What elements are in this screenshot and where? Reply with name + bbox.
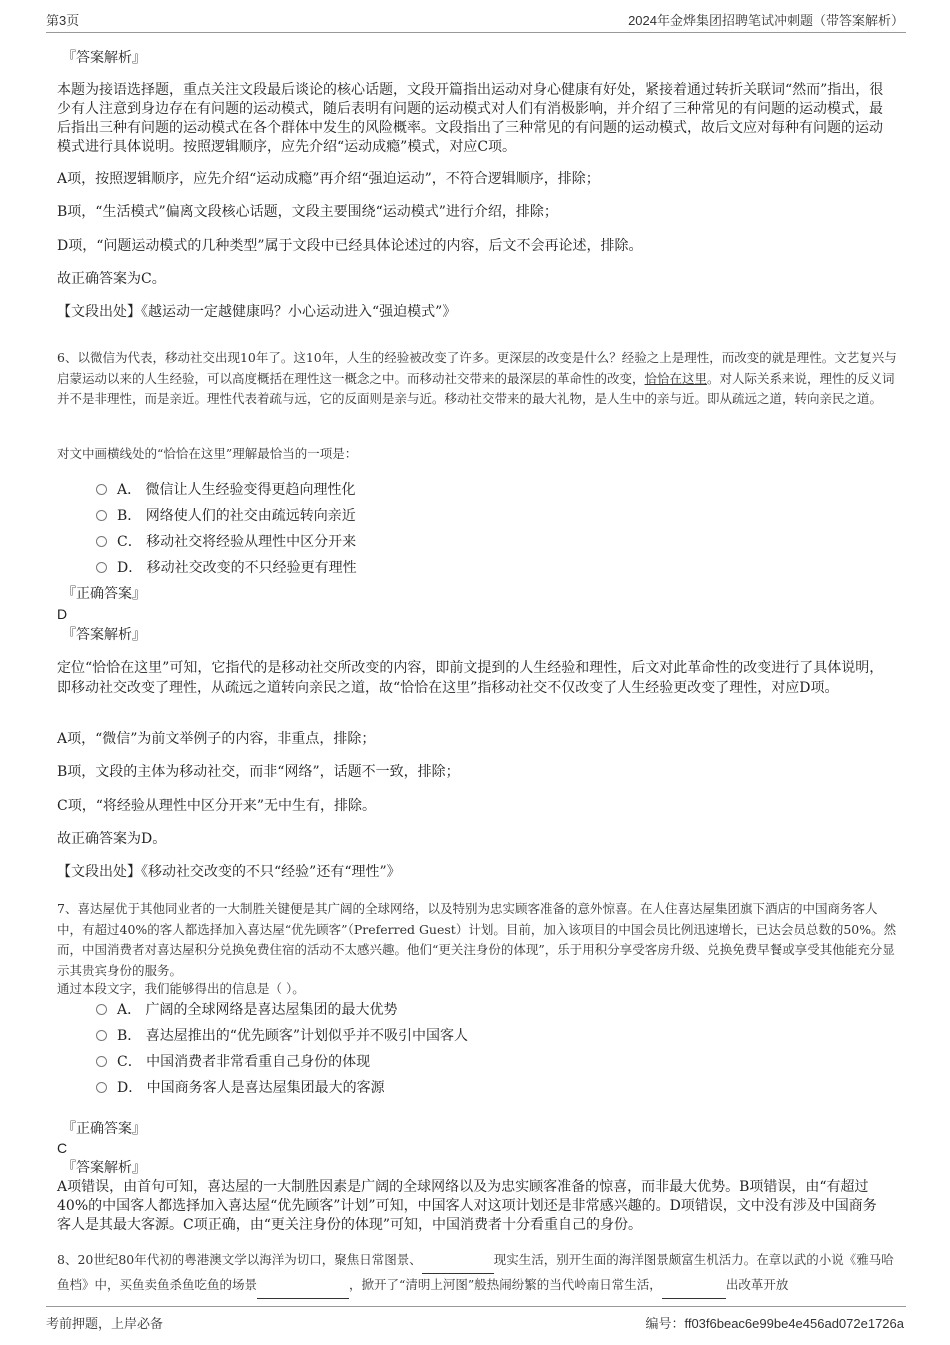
q6-source: 【文段出处】《移动社交改变的不只“经验”还有“理性”》 [57,864,401,880]
q5-analysis-paragraph: 本题为接语选择题，重点关注文段最后谈论的核心话题，文段开篇指出运动对身心健康有好处，紧接着通过转折关联词“然而”指出，很少有人注意到身边存在有问题的运动模式，随后表明有问题的运动模式对人们有消极影响，并介绍了三种常见的有问题的运动模式，最后指出三种有问题的运动模式在各个群体中发生的风险概率。文段指出了三种常见的有问题的运动模式，故后文应对每种有问题的运动模式进行具体说明。按照逻辑顺序，应先介绍“运动成瘾”模式，对应C项。 [57,82,884,155]
q7-option-c[interactable]: C． 中国消费者非常看重自己身份的体现 [96,1052,370,1072]
q6-option-c[interactable]: C． 移动社交将经验从理性中区分开来 [96,532,356,552]
q5-option-d-analysis: D项，“问题运动模式的几种类型”属于文段中已经具体论述过的内容，后文不会再论述，排除。 [57,238,643,254]
q7-analysis-paragraph: A项错误，由首句可知，喜达屋的一大制胜因素是广阔的全球网络以及为忠实顾客准备的惊喜，而非最大优势。B项错误，由“有超过40%的中国客人都选择加入喜达屋“优先顾客”计划”可知，中国客人对这项计划还是非常感兴趣的。D项错误，文中没有涉及中国商务客人是其最大客源。C项正确，由“更关注身份的体现”可知，中国消费者十分看重自己的身份。 [57,1179,877,1233]
radio-icon[interactable] [96,1056,107,1067]
q7-analysis-label: 『答案解析』 [62,1160,146,1176]
q7-option-d[interactable]: D． 中国商务客人是喜达屋集团最大的客源 [96,1078,385,1098]
q6-underlined-phrase: 恰恰在这里 [644,370,708,386]
radio-icon[interactable] [96,562,107,573]
q7-stem: 7、喜达屋优于其他同业者的一大制胜关键便是其广阔的全球网络，以及特别为忠实顾客准备的意外惊喜。在人住喜达屋集团旗下酒店的中国商务客人中，有超过40%的客人都选择加入喜达屋“优先顾客”（Preferred Guest）计划。目前，加入该项目的中国会员比例迅速增长，已达会员总数的50%。然而，中国消费者对喜达屋积分兑换免费住宿的活动不太感兴趣。他们“更关注身份的体现”，乐于用积分享受客房升级、兑换免费早餐或享受其他能充分显示其贵宾身份的服务。 [57,901,897,978]
radio-icon[interactable] [96,536,107,547]
q5-option-b-analysis: B项，“生活模式”偏离文段核心话题，文段主要围绕“运动模式”进行介绍，排除； [57,204,558,220]
q7-correct-label: 『正确答案』 [62,1121,146,1137]
radio-icon[interactable] [96,510,107,521]
q8-stem: 8、20世纪80年代初的粤港澳文学以海洋为切口，聚焦日常图景、 现实生活，别开生面的海洋图景颇富生机活力。在章以武的小说《雅马哈鱼档》中，买鱼卖鱼杀鱼吃鱼的场景 ，掀开了“清明上河图”般热闹纷繁的当代岭南日常生活， 出改革开放 [57,1249,902,1299]
q6-conclusion: 故正确答案为D。 [57,831,167,847]
q5-conclusion: 故正确答案为C。 [57,271,166,287]
q7-correct-answer: C [57,1140,68,1156]
q5-option-a-analysis: A项，按照逻辑顺序，应先介绍“运动成瘾”再介绍“强迫运动”，不符合逻辑顺序，排除； [57,171,600,187]
q6-option-b-analysis: B项，文段的主体为移动社交，而非“网络”，话题不一致，排除； [57,764,460,780]
q7-option-a[interactable]: A． 广阔的全球网络是喜达屋集团的最大优势 [96,1000,398,1020]
document-code: ff03f6beac6e99be4e456ad072e1726a [684,1316,904,1331]
q6-option-b[interactable]: B． 网络使人们的社交由疏远转向亲近 [96,506,356,526]
q5-source: 【文段出处】《越运动一定越健康吗？小心运动进入“强迫模式”》 [57,304,457,320]
radio-icon[interactable] [96,1004,107,1015]
q6-question: 对文中画横线处的“恰恰在这里”理解最恰当的一项是： [57,446,358,461]
footer-code: 编号：ff03f6beac6e99be4e456ad072e1726a [645,1316,904,1331]
q7-question: 通过本段文字，我们能够得出的信息是（ ）。 [57,981,305,996]
q6-option-a[interactable]: A． 微信让人生经验变得更趋向理性化 [96,480,356,500]
radio-icon[interactable] [96,1082,107,1093]
footer-slogan: 考前押题，上岸必备 [46,1316,164,1331]
q5-analysis-label: 『答案解析』 [62,50,146,66]
document-title: 2024年金烨集团招聘笔试冲刺题（带答案解析） [628,13,904,28]
q6-analysis-label: 『答案解析』 [62,627,146,643]
q6-option-a-analysis: A项，“微信”为前文举例子的内容，非重点，排除； [57,731,376,747]
page-number: 第3页 [46,13,80,28]
q6-option-c-analysis: C项，“将经验从理性中区分开来”无中生有，排除。 [57,798,377,814]
q6-analysis-paragraph: 定位“恰恰在这里”可知，它指代的是移动社交所改变的内容，即前文提到的人生经验和理性，后文对此革命性的改变进行了具体说明，即移动社交改变了理性，从疏远之道转向亲民之道，故“恰恰在这里”指移动社交不仅改变了人生经验更改变了理性，对应D项。 [57,660,884,696]
q6-stem: 6、以微信为代表，移动社交出现10年了。这10年，人生的经验被改变了许多。更深层的改变是什么？经验之上是理性，而改变的就是理性。文艺复兴与启蒙运动以来的人生经验，可以高度概括在理性这一概念之中。而移动社交带来的最深层的革命性的改变，恰恰在这里。对人际关系来说，理性的反义词并不是非理性，而是亲近。理性代表着疏与远，它的反面则是亲与近。移动社交带来的最大礼物，是人生中的亲与近。即从疏远之道，转向亲民之道。 [57,350,897,406]
q6-option-d[interactable]: D． 移动社交改变的不只经验更有理性 [96,558,357,578]
q6-correct-label: 『正确答案』 [62,586,146,602]
q6-correct-answer: D [57,606,68,622]
fill-blank[interactable] [257,1276,349,1299]
fill-blank[interactable] [422,1251,494,1274]
header-divider [46,32,906,33]
radio-icon[interactable] [96,484,107,495]
q7-option-b[interactable]: B． 喜达屋推出的“优先顾客”计划似乎并不吸引中国客人 [96,1026,468,1046]
radio-icon[interactable] [96,1030,107,1041]
fill-blank[interactable] [662,1276,726,1299]
footer-divider [46,1306,906,1307]
